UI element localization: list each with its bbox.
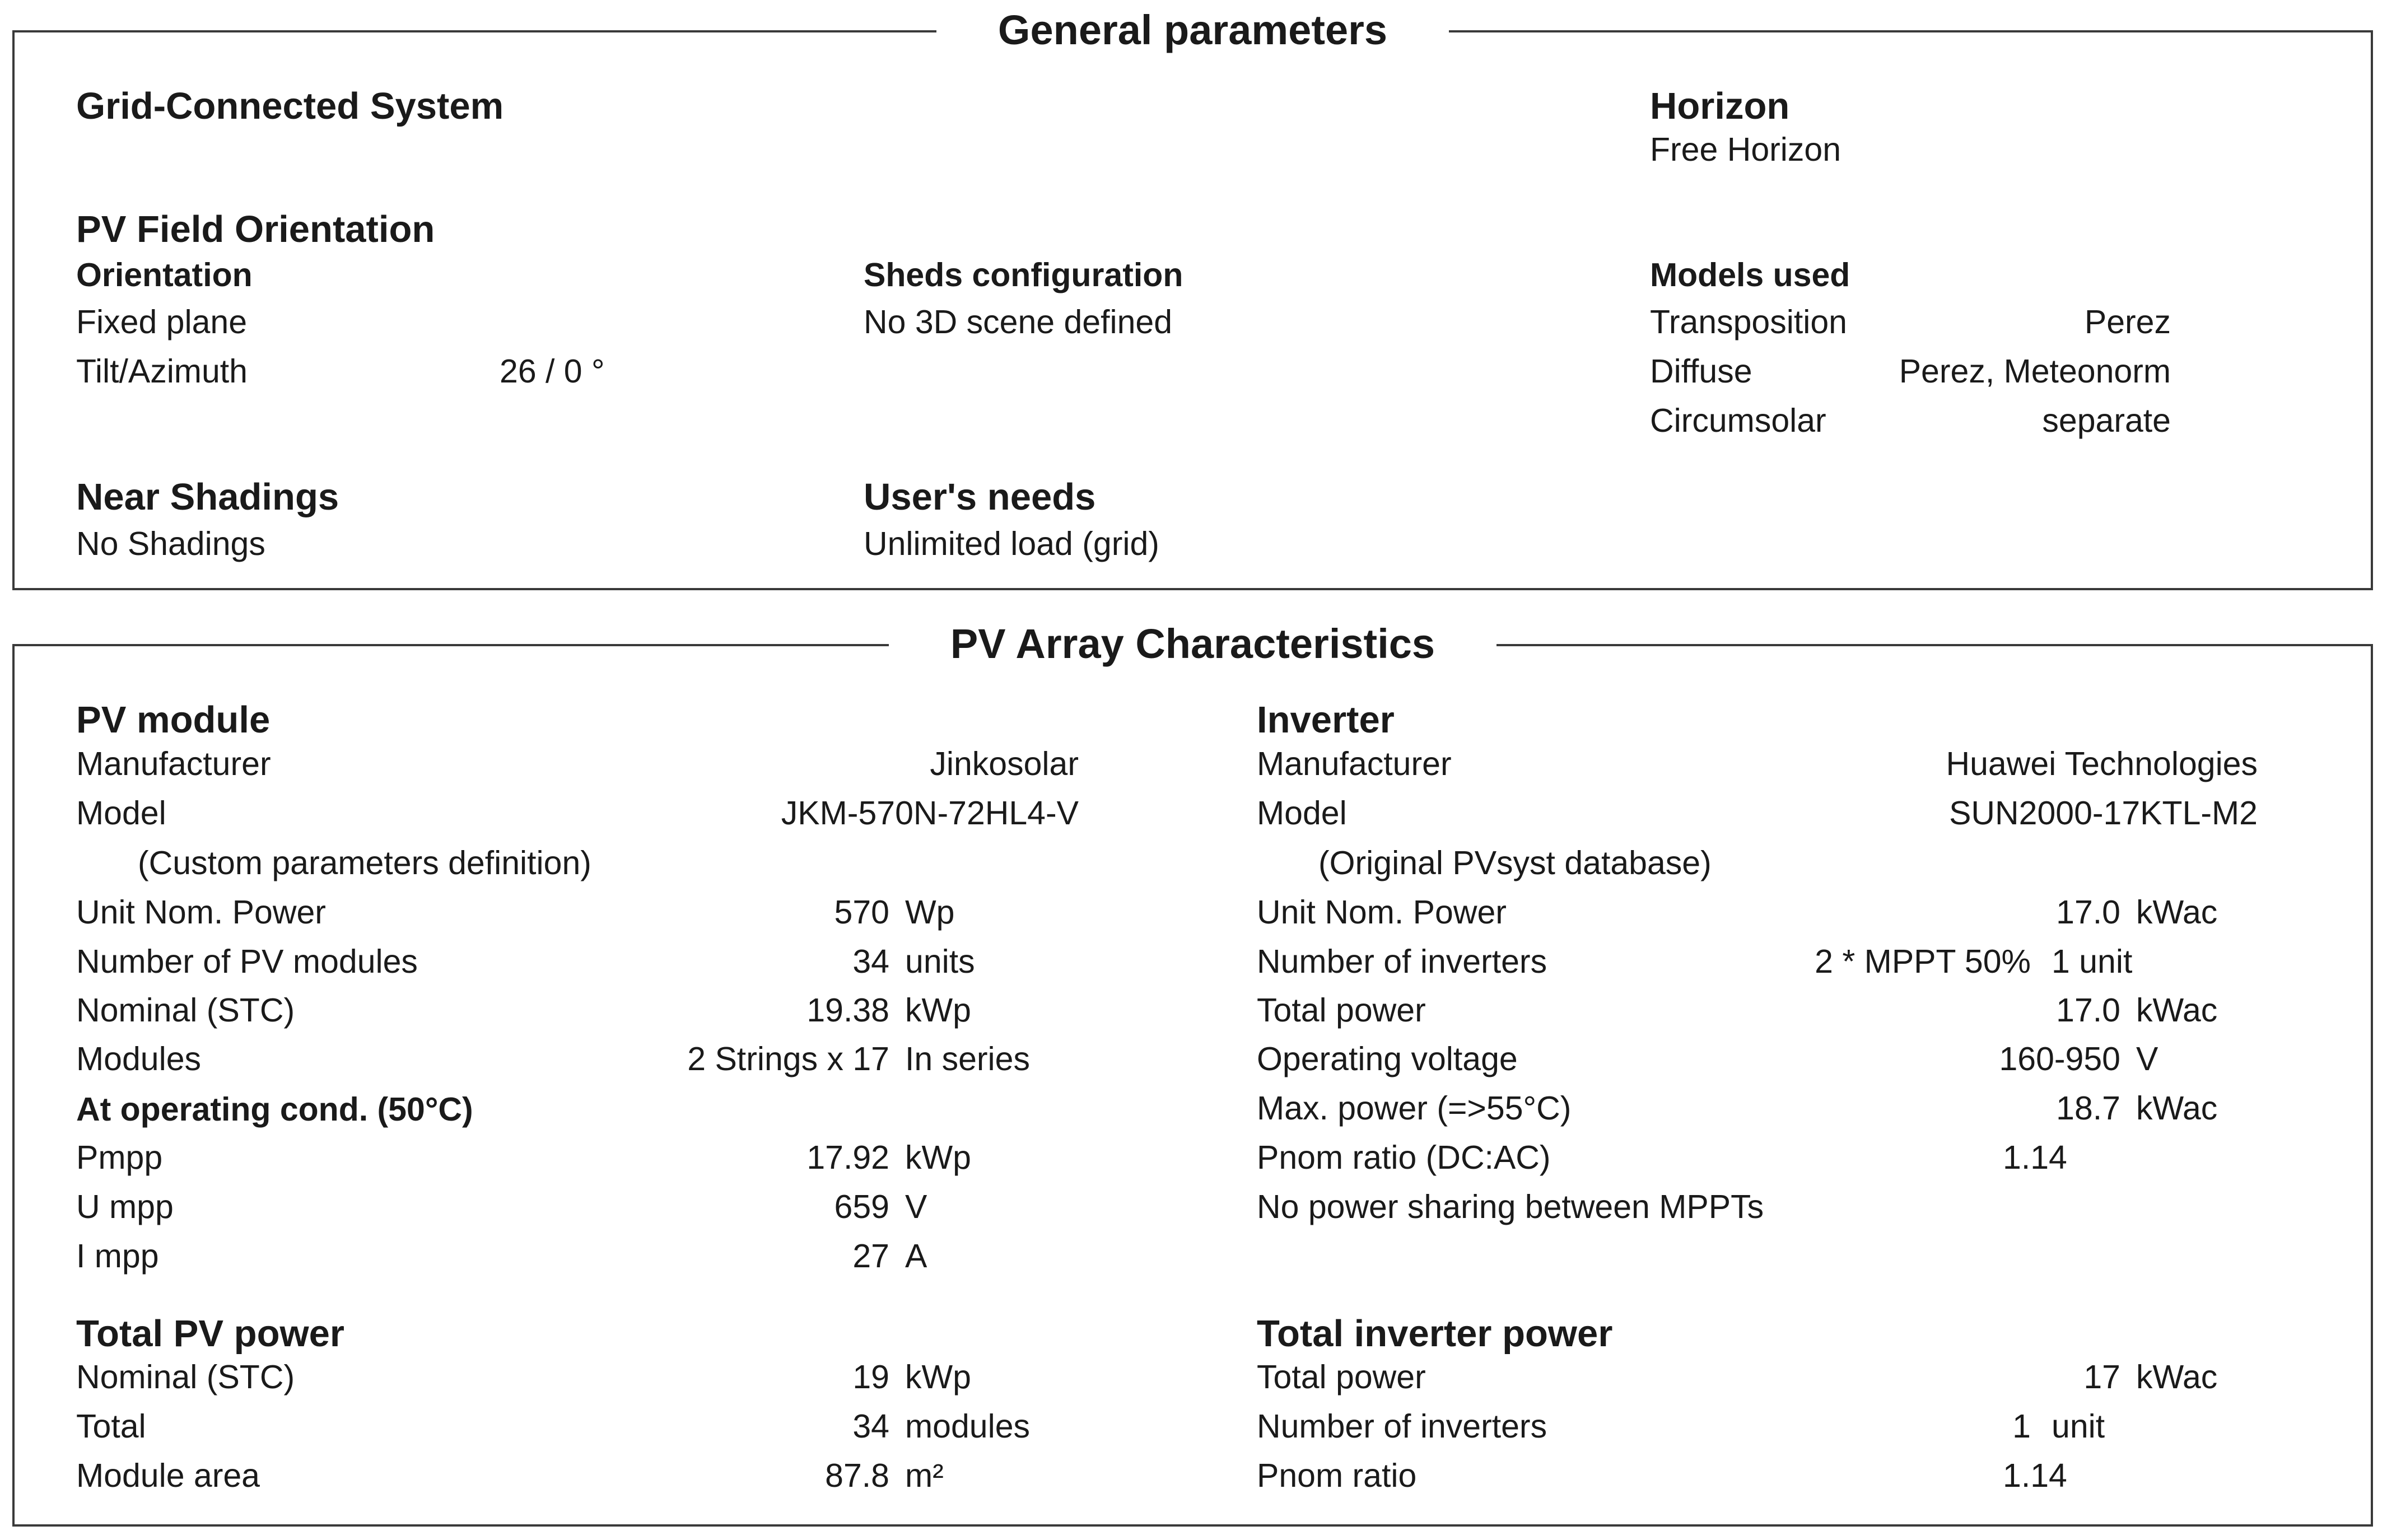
sheds-configuration-title: Sheds configuration [864, 256, 1183, 293]
diffuse-label: Diffuse [1650, 353, 1752, 390]
pmpp-unit: kWp [905, 1139, 971, 1176]
sheds-configuration-value: No 3D scene defined [864, 304, 1173, 340]
total-pv-nominal-value: 19 [852, 1359, 889, 1396]
pv-module-model-label: Model [76, 795, 166, 832]
system-title: Grid-Connected System [76, 85, 504, 127]
inv-operating-voltage-value: 160-950 [1999, 1040, 2120, 1077]
total-inv-number-value: 1 [2012, 1408, 2031, 1445]
general-parameters-title: General parameters [936, 7, 1449, 53]
diffuse-value: Perez, Meteonorm [1899, 353, 2171, 390]
users-needs-title: User's needs [864, 476, 1096, 518]
pv-module-manufacturer-label: Manufacturer [76, 745, 271, 782]
total-pv-total-label: Total [76, 1408, 146, 1445]
pv-array-title-row [15, 616, 2371, 672]
inv-unit-nom-power-unit: kWac [2136, 894, 2218, 931]
inv-total-power-unit: kWac [2136, 992, 2218, 1029]
inv-total-power-label: Total power [1257, 992, 1426, 1029]
inv-number-unit: 1 unit [2052, 943, 2133, 980]
impp-unit: A [905, 1238, 927, 1275]
inverter-model-label: Model [1257, 795, 1347, 832]
inv-unit-nom-power-label: Unit Nom. Power [1257, 894, 1507, 931]
inverter-note: (Original PVsyst database) [1318, 844, 1712, 881]
total-pv-nominal-unit: kWp [905, 1359, 971, 1396]
total-pv-area-label: Module area [76, 1457, 260, 1494]
pmpp-value: 17.92 [806, 1139, 889, 1176]
tilt-azimuth-label: Tilt/Azimuth [76, 353, 248, 390]
orientation-value: Fixed plane [76, 304, 248, 340]
pv-modules-value: 2 Strings x 17 [687, 1040, 889, 1077]
inv-pnom-ratio-label: Pnom ratio (DC:AC) [1257, 1139, 1551, 1176]
inv-sharing-note: No power sharing between MPPTs [1257, 1188, 1764, 1225]
inv-operating-voltage-label: Operating voltage [1257, 1040, 1518, 1077]
near-shadings-value: No Shadings [76, 525, 265, 562]
inv-unit-nom-power-value: 17.0 [2056, 894, 2120, 931]
total-pv-area-unit: m² [905, 1457, 944, 1494]
inv-total-power-value: 17.0 [2056, 992, 2120, 1029]
horizon-value: Free Horizon [1650, 131, 1841, 168]
transposition-label: Transposition [1650, 304, 1847, 340]
inv-max-power-value: 18.7 [2056, 1090, 2120, 1127]
inv-number-value: 2 * MPPT 50% [1815, 943, 2031, 980]
total-pv-area-value: 87.8 [825, 1457, 889, 1494]
inverter-manufacturer-label: Manufacturer [1257, 745, 1452, 782]
total-inv-number-label: Number of inverters [1257, 1408, 1547, 1445]
total-inv-power-unit: kWac [2136, 1359, 2218, 1396]
pv-module-model-value: JKM-570N-72HL4-V [781, 795, 1079, 832]
horizon-title: Horizon [1650, 85, 1790, 127]
total-inv-pnom-label: Pnom ratio [1257, 1457, 1417, 1494]
total-inv-power-label: Total power [1257, 1359, 1426, 1396]
inv-pnom-ratio-value: 1.14 [2003, 1139, 2067, 1176]
pv-nominal-stc-label: Nominal (STC) [76, 992, 295, 1029]
total-pv-total-unit: modules [905, 1408, 1031, 1445]
inv-number-label: Number of inverters [1257, 943, 1547, 980]
pv-modules-label: Modules [76, 1040, 202, 1077]
circumsolar-value: separate [2042, 402, 2171, 439]
inv-operating-voltage-unit: V [2136, 1040, 2158, 1077]
circumsolar-label: Circumsolar [1650, 402, 1826, 439]
pv-number-of-modules-unit: units [905, 943, 975, 980]
impp-label: I mpp [76, 1238, 159, 1275]
pv-unit-nom-power-value: 570 [834, 894, 889, 931]
total-pv-nominal-label: Nominal (STC) [76, 1359, 295, 1396]
operating-cond-title: At operating cond. (50°C) [76, 1091, 473, 1128]
umpp-value: 659 [834, 1188, 889, 1225]
umpp-unit: V [905, 1188, 927, 1225]
impp-value: 27 [852, 1238, 889, 1275]
general-parameters-panel [12, 7, 2373, 590]
transposition-value: Perez [2084, 304, 2171, 340]
pmpp-label: Pmpp [76, 1139, 163, 1176]
total-inv-pnom-value: 1.14 [2003, 1457, 2067, 1494]
pv-number-of-modules-label: Number of PV modules [76, 943, 418, 980]
pv-module-title: PV module [76, 699, 271, 741]
pv-array-characteristics-panel [12, 620, 2373, 1527]
general-parameters-title-row [15, 2, 2371, 58]
inv-max-power-unit: kWac [2136, 1090, 2218, 1127]
pv-module-manufacturer-value: Jinkosolar [930, 745, 1079, 782]
users-needs-value: Unlimited load (grid) [864, 525, 1159, 562]
inv-max-power-label: Max. power (=>55°C) [1257, 1090, 1572, 1127]
total-inv-number-unit: unit [2052, 1408, 2105, 1445]
pv-nominal-stc-unit: kWp [905, 992, 971, 1029]
orientation-label: Orientation [76, 256, 253, 293]
total-inv-power-value: 17 [2083, 1359, 2120, 1396]
inverter-manufacturer-value: Huawei Technologies [1946, 745, 2258, 782]
pv-field-orientation-title: PV Field Orientation [76, 208, 435, 250]
total-pv-total-value: 34 [852, 1408, 889, 1445]
pv-modules-unit: In series [905, 1040, 1030, 1077]
models-used-title: Models used [1650, 256, 1850, 293]
near-shadings-title: Near Shadings [76, 476, 339, 518]
pv-number-of-modules-value: 34 [852, 943, 889, 980]
total-inverter-power-title: Total inverter power [1257, 1313, 1613, 1355]
pv-module-note: (Custom parameters definition) [138, 844, 591, 881]
pv-array-title: PV Array Characteristics [889, 620, 1496, 667]
inverter-model-value: SUN2000-17KTL-M2 [1949, 795, 2258, 832]
pv-unit-nom-power-unit: Wp [905, 894, 955, 931]
tilt-azimuth-value: 26 / 0 ° [500, 353, 605, 390]
umpp-label: U mpp [76, 1188, 174, 1225]
inverter-title: Inverter [1257, 699, 1395, 741]
pv-unit-nom-power-label: Unit Nom. Power [76, 894, 326, 931]
pv-nominal-stc-value: 19.38 [806, 992, 889, 1029]
total-pv-power-title: Total PV power [76, 1313, 344, 1355]
